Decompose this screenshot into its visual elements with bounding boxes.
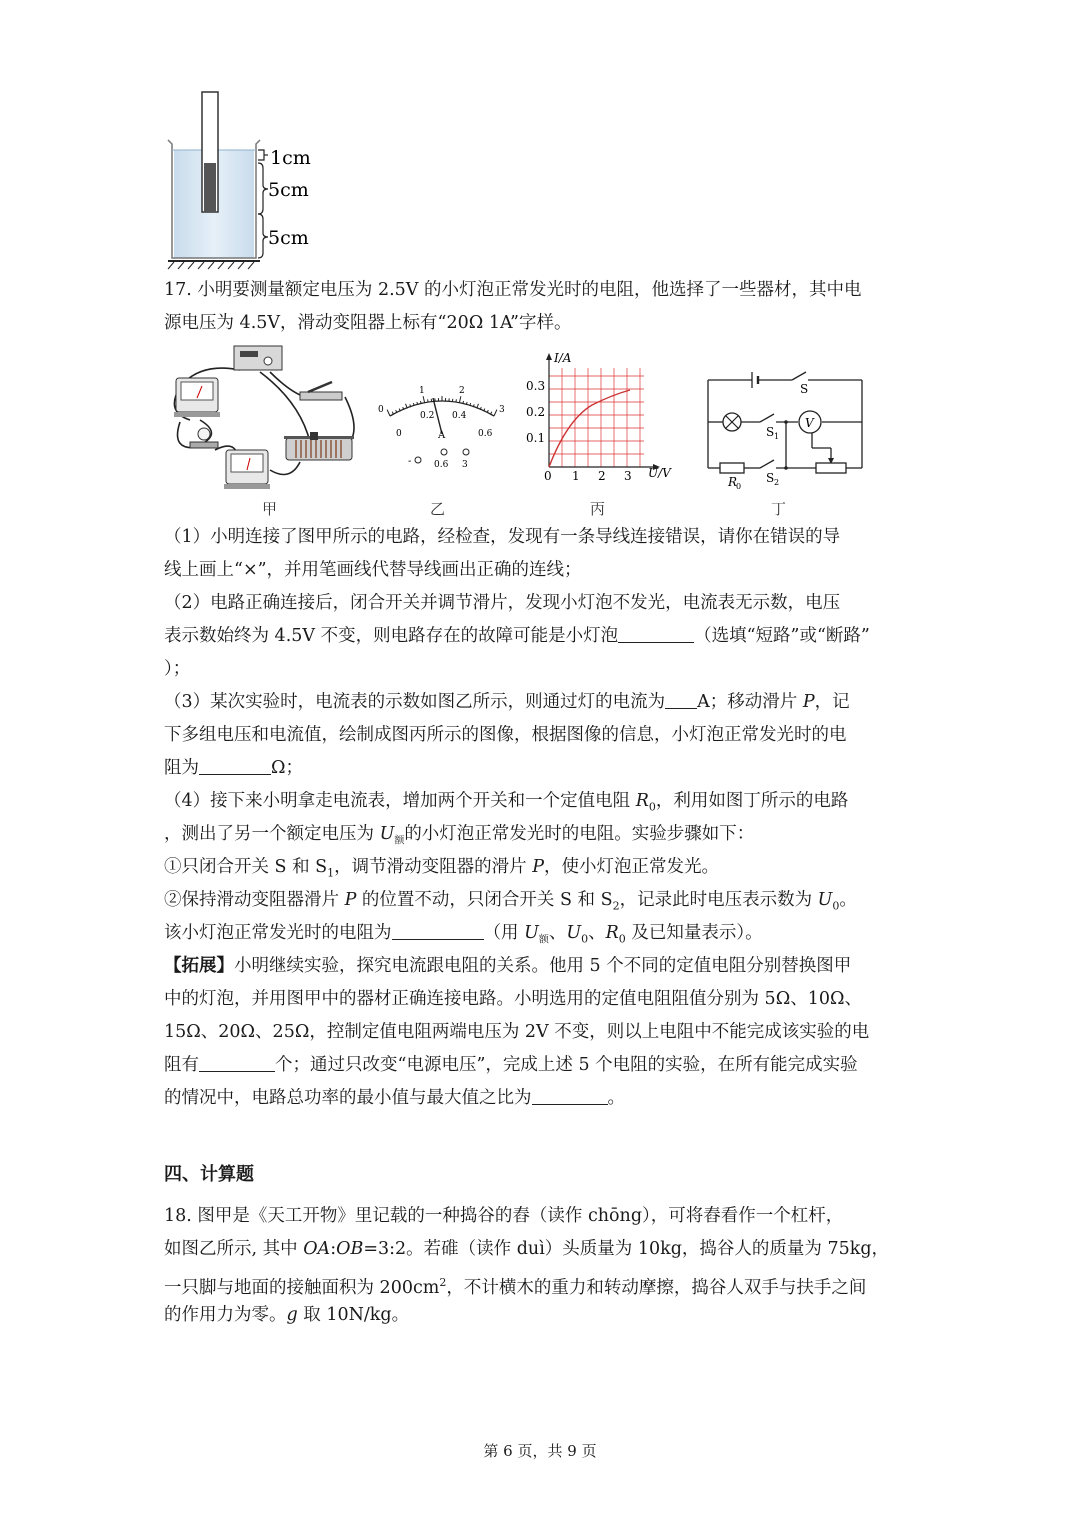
- figure-label-yi: 乙: [430, 500, 446, 518]
- blank-fault[interactable]: [618, 623, 694, 643]
- graph-x-tick-2: 2: [598, 469, 606, 483]
- q18-line1: 18. 图甲是《天工开物》里记载的一种捣谷的舂（读作 chōng），可将舂看作一个杠杆，: [164, 1206, 844, 1226]
- switch-s-label: S: [800, 382, 809, 396]
- brace-1cm: [258, 150, 264, 160]
- switch-s1-label: S: [766, 425, 775, 439]
- q17-ext-line2: 中的灯泡，并用图甲中的器材正确连接电路。小明选用的定值电阻阻值分别为 5Ω、10Ω、: [164, 989, 862, 1009]
- q17-p3-line3: 阻为 Ω；: [164, 752, 916, 785]
- q17-ext-line3: 15Ω、20Ω、25Ω，控制定值电阻两端电压为 2V 不变，则以上电阻中不能完成该实验的电: [164, 1022, 870, 1042]
- switch-s1-sub: 1: [774, 432, 780, 441]
- power-supply: [234, 346, 282, 370]
- q17-ext-line4: 阻有 个；通过只改变“电源电压”，完成上述 5 个电阻的实验，在所有能完成实验: [164, 1049, 916, 1082]
- figure-yi-ammeter-dial: [372, 376, 512, 476]
- switch-s2-sub: 2: [774, 478, 780, 487]
- blank-formula[interactable]: [392, 920, 484, 940]
- iu-curve: [549, 390, 630, 467]
- graph-y-label: I/A: [554, 351, 572, 365]
- dial-tick: [423, 396, 425, 403]
- terminal-neg: -: [408, 456, 412, 467]
- q17-intro-line1: 17. 小明要测量额定电压为 2.5V 的小灯泡正常发光时的电阻，他选择了一些器材，其中电: [164, 280, 862, 300]
- graph-y-tick-03: 0.3: [526, 379, 546, 393]
- q17-ext-line1: 【拓展】小明继续实验，探究电流跟电阻的关系。他用 5 个不同的定值电阻分别替换图甲: [164, 956, 852, 976]
- figure-label-bing: 丙: [590, 500, 606, 518]
- q17-p4-line2: ，测出了另一个额定电压为 $U_额$的小灯泡正常发光时的电阻。实验步骤如下：: [164, 824, 755, 847]
- r0-label: R: [728, 475, 738, 489]
- q17-p4-line1: （4）接下来小明拿走电流表，增加两个开关和一个定值电阻 $R_0$，利用如图丁所示的电路: [164, 791, 849, 814]
- ext-tag: 【拓展】: [164, 956, 234, 976]
- dial-bottom-1: 0.2: [420, 411, 435, 421]
- figure-label-ding: 丁: [771, 500, 787, 518]
- q17-p2-line3: ）；: [164, 659, 191, 679]
- dial-top-2: 2: [459, 386, 465, 396]
- brace-5cm-a: [258, 163, 268, 214]
- dial-tick: [459, 396, 461, 403]
- q17-p3-line2: 下多组电压和电流值，绘制成图丙所示的图像，根据图像的信息，小灯泡正常发光时的电: [164, 725, 847, 745]
- bulb-device: [190, 428, 218, 448]
- blank-current[interactable]: [665, 689, 697, 709]
- q17-p2-line1: （2）电路正确连接后，闭合开关并调节滑片，发现小灯泡不发光，电流表无示数，电压: [164, 593, 841, 613]
- page-footer: 第 6 页，共 9 页: [483, 1442, 597, 1460]
- dial-tick: [494, 410, 497, 416]
- q17-p1-line1: （1）小明连接了图甲所示的电路，经检查，发现有一条导线连接错误，请你在错误的导: [164, 527, 841, 547]
- dial-tick: [456, 399, 457, 402]
- q17-ext-line5: 的情况中，电路总功率的最小值与最大值之比为 。: [164, 1082, 916, 1115]
- graph-x-label: U/V: [648, 466, 671, 480]
- figure-jia-circuit: [160, 342, 365, 492]
- dial-bottom-3: 0.6: [478, 429, 493, 439]
- tube-content: [204, 163, 216, 212]
- graph-y-tick-01: 0.1: [526, 431, 546, 445]
- q18-line2: 如图乙所示, 其中 OA:OB=3:2。若碓（读作 duì）头质量为 10kg，捣谷人的质量为 75kg，: [164, 1239, 890, 1259]
- dial-top-0: 0: [378, 405, 384, 415]
- rheostat-symbol: [816, 463, 846, 473]
- dial-needle: [433, 398, 442, 434]
- rheostat-device: [284, 432, 354, 460]
- voltmeter-device: [174, 378, 220, 417]
- q17-p1-line2: 线上画上“×”，并用笔画线代替导线画出正确的连线；: [164, 560, 582, 580]
- q17-step1: ①只闭合开关 S 和 $S_1$，调节滑动变阻器的滑片 P，使小灯泡正常发光。: [164, 857, 720, 880]
- label-1cm: 1cm: [270, 147, 311, 169]
- figure-ding-circuit-diagram: [700, 366, 870, 492]
- q17-result-line: 该小灯泡正常发光时的电阻为 （用 $U_额$、$U_0$、$R_0$ 及已知量表示）。: [164, 917, 916, 957]
- dial-top-1: 1: [419, 386, 425, 396]
- terminal-06: 0.6: [434, 460, 449, 470]
- figure-bing-iu-graph: [522, 348, 682, 488]
- figure-label-jia: 甲: [262, 500, 278, 518]
- q18-line3: 一只脚与地面的接触面积为 $200cm^2$，不计横木的重力和转动摩擦，捣谷人双手与扶手之间: [164, 1276, 867, 1298]
- terminal-3: 3: [462, 460, 468, 470]
- q18-line4: 的作用力为零。g 取 10N/kg。: [164, 1305, 410, 1325]
- graph-y-tick-02: 0.2: [526, 405, 546, 419]
- voltmeter-label: V: [805, 416, 814, 430]
- switch-device: [300, 382, 342, 400]
- ammeter-device: [224, 450, 270, 489]
- q17-step2: ②保持滑动变阻器滑片 P 的位置不动，只闭合开关 S 和 $S_2$，记录此时电压表示数为 $U_0$。: [164, 890, 857, 913]
- graph-x-tick-3: 3: [624, 469, 632, 483]
- dial-tick: [428, 399, 429, 402]
- blank-resistance[interactable]: [199, 755, 271, 775]
- label-5cm-a: 5cm: [268, 179, 309, 201]
- r0-sub: 0: [736, 482, 742, 491]
- label-5cm-b: 5cm: [268, 227, 309, 249]
- dial-unit: A: [438, 430, 446, 441]
- blank-count[interactable]: [199, 1052, 275, 1072]
- dial-tick: [387, 410, 390, 416]
- switch-s2-label: S: [766, 471, 775, 485]
- beaker-figure: [160, 88, 320, 273]
- q17-p2-line2: 表示数始终为 4.5V 不变，则电路存在的故障可能是小灯泡 （选填“短路”或“断路”: [164, 620, 916, 653]
- q17-p3-line1: （3）某次实验时，电流表的示数如图乙所示，则通过灯的电流为 A；移动滑片 P，记: [164, 686, 916, 719]
- blank-power-ratio[interactable]: [532, 1085, 608, 1105]
- graph-x-tick-0: 0: [544, 469, 552, 483]
- brace-5cm-b: [258, 214, 268, 258]
- q17-intro-line2: 源电压为 4.5V，滑动变阻器上标有“20Ω 1A”字样。: [164, 313, 572, 333]
- dial-bottom-2: 0.4: [452, 411, 467, 421]
- dial-bottom-0: 0: [396, 429, 402, 439]
- r0-symbol: [720, 463, 744, 473]
- graph-x-tick-1: 1: [572, 469, 580, 483]
- dial-top-3: 3: [499, 405, 505, 415]
- section-title: 四、计算题: [164, 1164, 254, 1185]
